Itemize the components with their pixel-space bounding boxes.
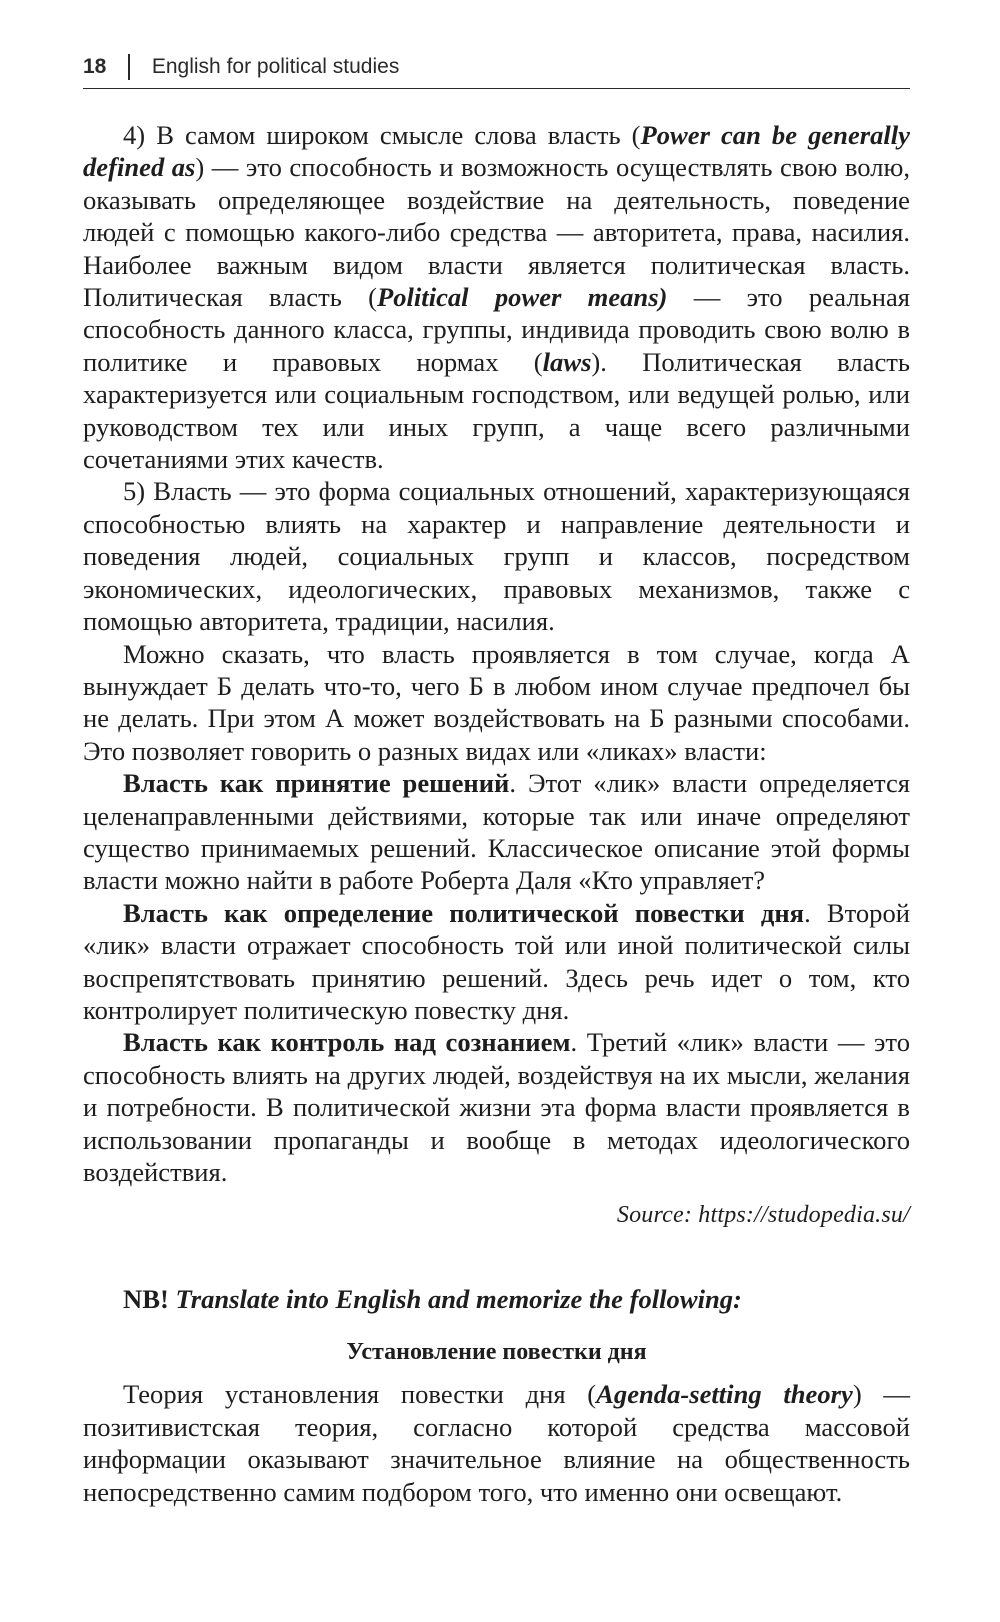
body-text [83,119,910,1188]
paragraph-face-agenda [83,897,910,1027]
text-run: 4) В самом широком смысле слова власть ( [123,120,641,150]
face-term: Власть как принятие решений [123,768,510,799]
paragraph-power-definition [83,119,910,475]
header-separator [128,54,130,80]
english-term: Political power means) [376,282,668,313]
paragraph-face-consciousness [83,1026,910,1188]
book-page [83,48,910,1508]
section-title: Установление повестки дня [346,1339,647,1366]
paragraph-face-decision-making [83,767,910,897]
source-citation: Source: https://studopedia.su/ [616,1202,910,1229]
face-term: Власть как определение политической повестки дня [123,897,805,928]
paragraph-faces-intro: Можно сказать, что власть проявляется в том случае, когда А вынуждает Б делать что-то, чего Б в любом ином случае предпочел бы не делать. При этом А может воздействовать на Б разными способами. Это позволяет говорить о разных видах или «ликах» власти: [83,638,910,766]
english-term: Power can be generally defined as [83,120,910,183]
book-title: English for political studies [151,55,400,78]
text-run: ) — это способность и возможность осуществлять свою волю, оказывать определяющее воздействие на деятельность, поведение людей с помощью какого-либо средства — авторитета, права, насилия. Наиболее важным видом власти является политическая власть. Политическая власть ( [83,152,910,313]
text-run: — это реальная способность данного класса, группы, индивида проводить свою волю в политике и правовых нормах ( [83,282,910,377]
english-term: Agenda-setting theory [596,1379,853,1410]
text-run: . Второй «лик» власти отражает способность той или иной политической силы воспрепятствовать принятию решений. Здесь речь идет о том, кто контролирует политическую повестку дня. [83,897,911,1025]
paragraph-power-social-relations: 5) Власть — это форма социальных отношений, характеризующаяся способностью влиять на характер и направление деятельности и поведения людей, социальных групп и классов, посредством экономических, идеологических, правовых механизмов, также с помощью авторитета, традиции, насилия. [83,476,910,637]
face-term: Власть как контроль над сознанием [123,1027,571,1058]
running-head [83,48,910,89]
text-run: ) — позитивистская теория, согласно которой средства массовой информации оказывают значительное влияние на общественность непосредственно самим подбором того, что именно они освещают. [83,1379,910,1507]
page-number: 18 [83,55,107,78]
text-run: Теория установления повестки дня ( [123,1379,597,1410]
agenda-section-text [83,1378,910,1508]
paragraph-agenda-setting [83,1378,910,1508]
english-term: laws [542,346,592,377]
nb-tag: NB! [123,1284,169,1315]
text-run: . Этот «лик» власти определяется целенаправленными действиями, которые так или иначе определяют существо принимаемых решений. Классическое описание этой формы власти можно найти в работе Роберта Даля «Кто управляет? [83,768,910,896]
nb-instruction [83,1283,910,1315]
nb-text: Translate into English and memorize the following: [175,1284,742,1315]
text-run: . Третий «лик» власти — это способность влиять на других людей, воздействуя на их мысли, желания и потребности. В политической жизни эта форма власти проявляется в использовании пропаганды и вообще в методах идеологического воздействия. [83,1027,910,1187]
text-run: ). Политическая власть характеризуется или социальным господством, или ведущей ролью, или руководством тех или иных групп, а чаще всего различными сочетаниями этих качеств. [83,346,910,475]
